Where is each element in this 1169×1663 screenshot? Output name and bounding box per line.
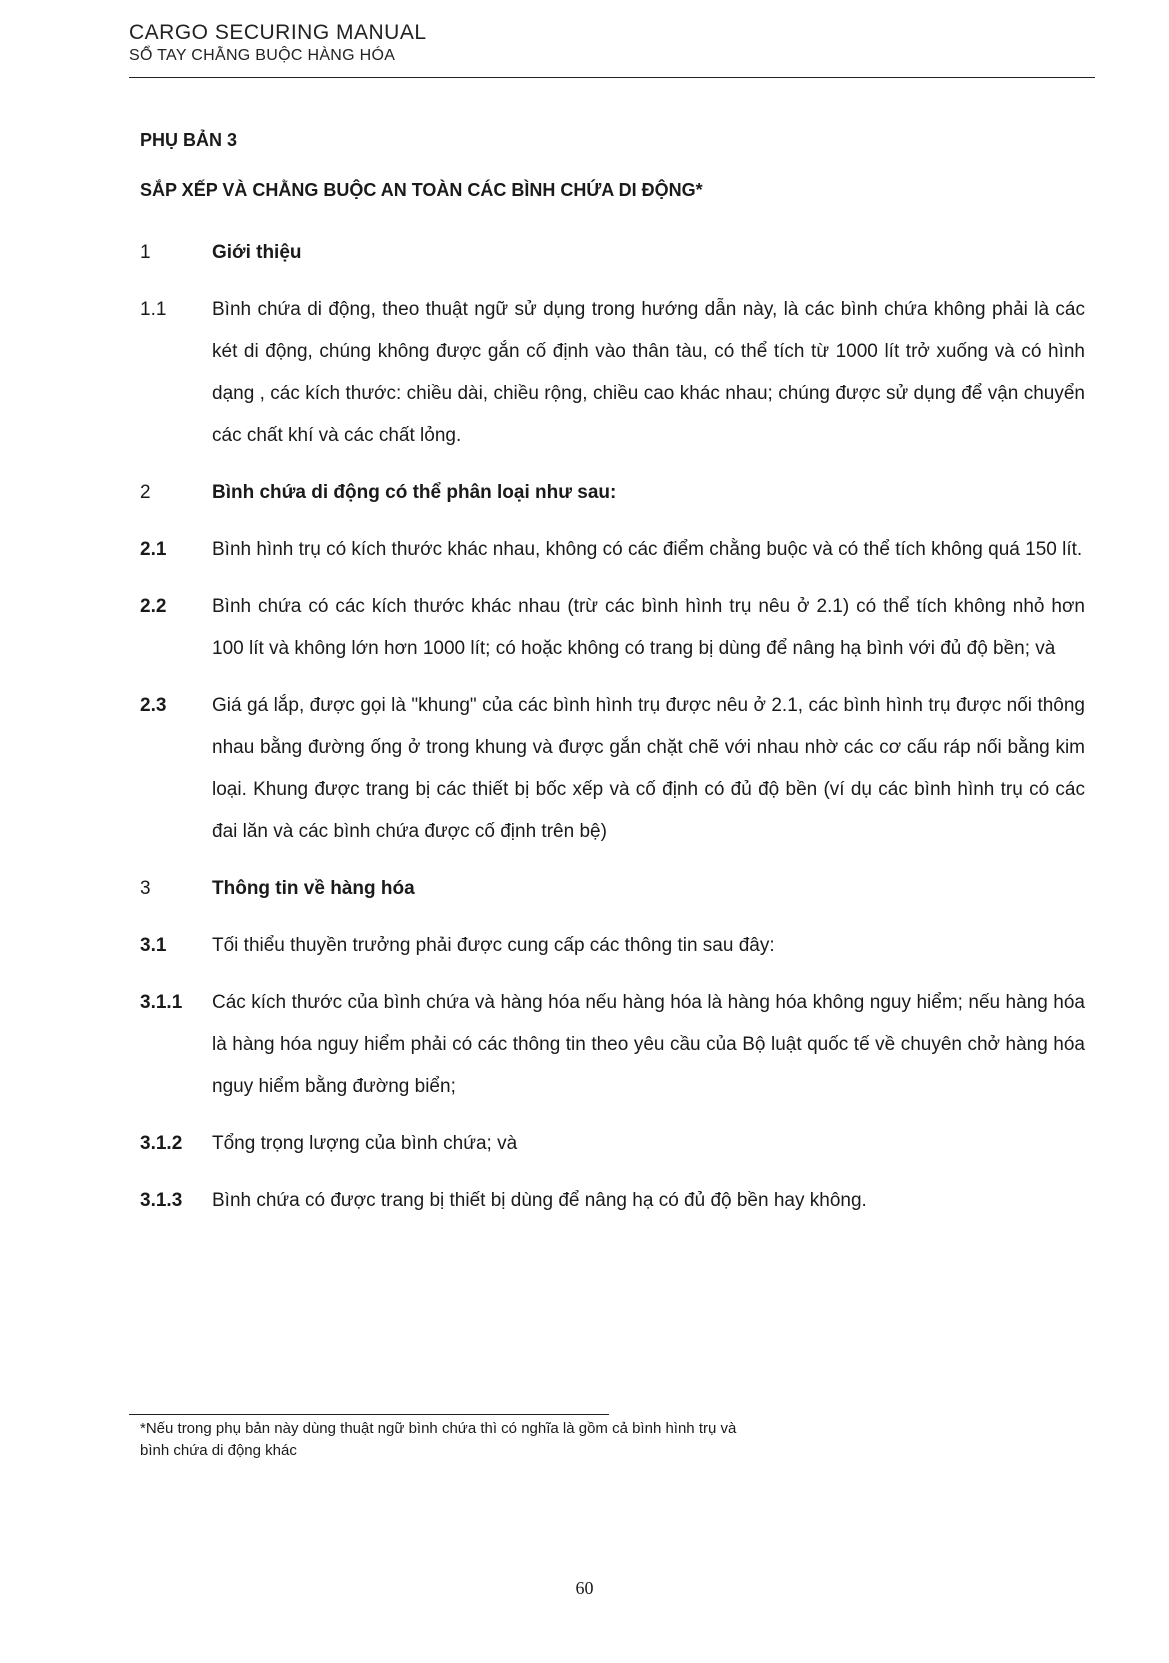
section-text: Giá gá lắp, được gọi là "khung" của các bình hình trụ được nêu ở 2.1, các bình hình trụ được nối thông nhau bằng đường ống ở trong khung và được gắn chặt chẽ với nhau nhờ các cơ cấu ráp nối bằng kim loại. Khung được trang bị các thiết bị bốc xếp và cố định có đủ độ bền (ví dụ các bình hình trụ có các đai lăn và các bình chứa được cố định trên bệ): [212, 695, 1085, 842]
section-number: 3.1: [140, 935, 167, 956]
section-number: 3.1.2: [140, 1133, 183, 1154]
section-heading: Thông tin về hàng hóa: [212, 878, 415, 899]
section-2-2: [140, 586, 1085, 670]
section-heading: Giới thiệu: [212, 242, 302, 263]
footnote-line: *Nếu trong phụ bản này dùng thuật ngữ bình chứa thì có nghĩa là gồm cả bình hình trụ và: [140, 1420, 737, 1437]
section-number: 1: [140, 242, 151, 263]
document-body: [140, 128, 1085, 1237]
section-number: 3.1.1: [140, 992, 183, 1013]
footnote-divider: [129, 1414, 609, 1415]
section-heading: Bình chứa di động có thể phân loại như sau:: [212, 482, 617, 503]
section-number: 2.2: [140, 596, 167, 617]
section-text: Bình chứa có được trang bị thiết bị dùng để nâng hạ có đủ độ bền hay không.: [212, 1190, 867, 1211]
section-3-1-2: [140, 1123, 1085, 1165]
section-3-1-3: [140, 1180, 1085, 1222]
section-3-1-1: [140, 982, 1085, 1108]
section-text: Tổng trọng lượng của bình chứa; và: [212, 1133, 518, 1154]
section-2-1: [140, 529, 1085, 571]
section-number: 1.1: [140, 299, 167, 320]
appendix-title: SẮP XẾP VÀ CHẰNG BUỘC AN TOÀN CÁC BÌNH CHỨA DI ĐỘNG*: [140, 180, 703, 200]
section-number: 2.1: [140, 539, 167, 560]
section-text: Các kích thước của bình chứa và hàng hóa nếu hàng hóa là hàng hóa không nguy hiểm; nếu hàng hóa là hàng hóa nguy hiểm phải có các thông tin theo yêu cầu của Bộ luật quốc tế về chuyên chở hàng hóa nguy hiểm bằng đường biển;: [212, 992, 1085, 1097]
page-number: 60: [575, 1578, 594, 1598]
section-number: 2.3: [140, 695, 167, 716]
section-3-1: [140, 925, 1085, 967]
footnote: [140, 1418, 1040, 1462]
section-text: Tối thiểu thuyền trưởng phải được cung cấp các thông tin sau đây:: [212, 935, 775, 956]
manual-title-en: CARGO SECURING MANUAL: [129, 21, 427, 44]
section-2: [140, 472, 1085, 514]
section-1-1: [140, 289, 1085, 457]
section-2-3: [140, 685, 1085, 853]
section-number: 3: [140, 878, 151, 899]
section-text: Bình chứa di động, theo thuật ngữ sử dụng trong hướng dẫn này, là các bình chứa không phải là các két di động, chúng không được gắn cố định vào thân tàu, có thể tích từ 1000 lít trở xuống và có hình dạng , các kích thước: chiều dài, chiều rộng, chiều cao khác nhau; chúng được sử dụng để vận chuyển các chất khí và các chất lỏng.: [212, 299, 1085, 446]
section-number: 3.1.3: [140, 1190, 183, 1211]
page-header: [129, 20, 1095, 66]
section-text: Bình hình trụ có kích thước khác nhau, không có các điểm chằng buộc và có thể tích không quá 150 lít.: [212, 539, 1083, 560]
header-divider: [129, 77, 1095, 78]
section-1: [140, 232, 1085, 274]
section-text: Bình chứa có các kích thước khác nhau (trừ các bình hình trụ nêu ở 2.1) có thể tích không nhỏ hơn 100 lít và không lớn hơn 1000 lít; có hoặc không có trang bị dùng để nâng hạ bình với đủ độ bền; và: [212, 596, 1085, 659]
section-3: [140, 868, 1085, 910]
manual-title-vi: SỔ TAY CHẰNG BUỘC HÀNG HÓA: [129, 47, 396, 64]
footnote-line: bình chứa di động khác: [140, 1442, 297, 1459]
section-number: 2: [140, 482, 151, 503]
appendix-label: PHỤ BẢN 3: [140, 130, 238, 150]
